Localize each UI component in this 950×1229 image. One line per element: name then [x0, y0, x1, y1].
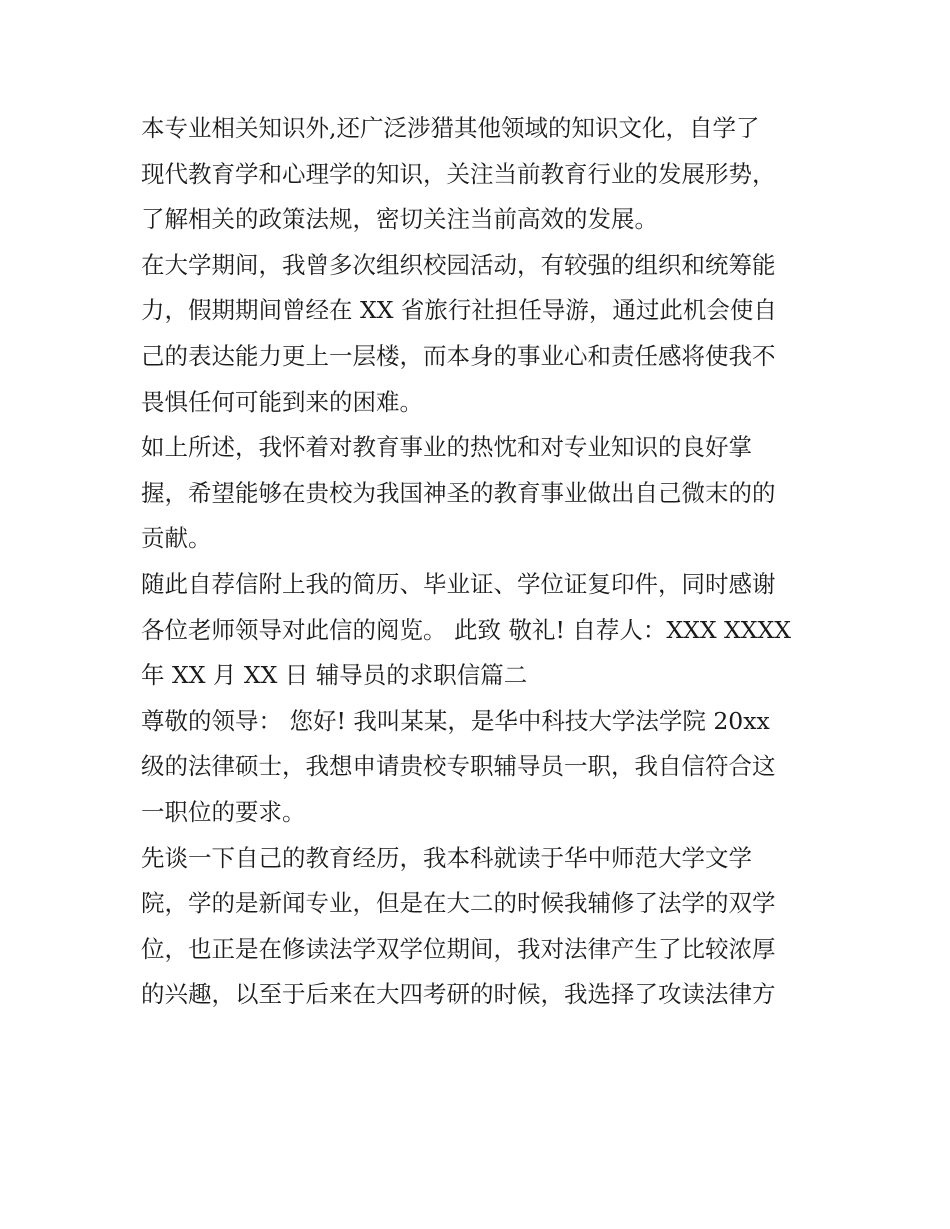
text-line: 了解相关的政策法规，密切关注当前高效的发展。	[141, 205, 658, 234]
text-line: 现代教育学和心理学的知识，关注当前教育行业的发展形势，	[141, 159, 776, 188]
text-line: 的兴趣，以至于后来在大四考研的时候，我选择了攻读法律方	[141, 980, 776, 1009]
text-line: 院，学的是新闻专业，但是在大二的时候我辅修了法学的双学	[141, 889, 776, 918]
text-line: 先谈一下自己的教育经历，我本科就读于华中师范大学文学	[141, 843, 752, 872]
text-line: 尊敬的领导： 您好! 我叫某某，是华中科技大学法学院 20xx	[141, 706, 770, 735]
text-line: 级的法律硕士，我想申请贵校专职辅导员一职，我自信符合这	[141, 752, 776, 781]
text-line: 己的表达能力更上一层楼，而本身的事业心和责任感将使我不	[141, 341, 776, 370]
text-line: 畏惧任何可能到来的困难。	[141, 387, 423, 416]
text-line: 贡献。	[141, 524, 212, 553]
text-line: 各位老师领导对此信的阅览。 此致 敬礼! 自荐人：XXX XXXX	[141, 615, 791, 644]
text-line: 如上所述，我怀着对教育事业的热忱和对专业知识的良好掌	[141, 433, 752, 462]
text-line: 力，假期期间曾经在 XX 省旅行社担任导游，通过此机会使自	[141, 296, 777, 325]
text-line: 握，希望能够在贵校为我国神圣的教育事业做出自己微末的的	[141, 478, 776, 507]
text-line: 在大学期间，我曾多次组织校园活动，有较强的组织和统筹能	[141, 250, 776, 279]
letter-body	[141, 106, 821, 1018]
text-line: 随此自荐信附上我的简历、毕业证、学位证复印件，同时感谢	[141, 569, 776, 598]
text-line: 本专业相关知识外,还广泛涉猎其他领域的知识文化，自学了	[141, 114, 760, 142]
text-line: 年 XX 月 XX 日 辅导员的求职信篇二	[141, 661, 528, 690]
text-line: 位，也正是在修读法学双学位期间，我对法律产生了比较浓厚	[141, 934, 776, 963]
text-line: 一职位的要求。	[141, 797, 306, 826]
